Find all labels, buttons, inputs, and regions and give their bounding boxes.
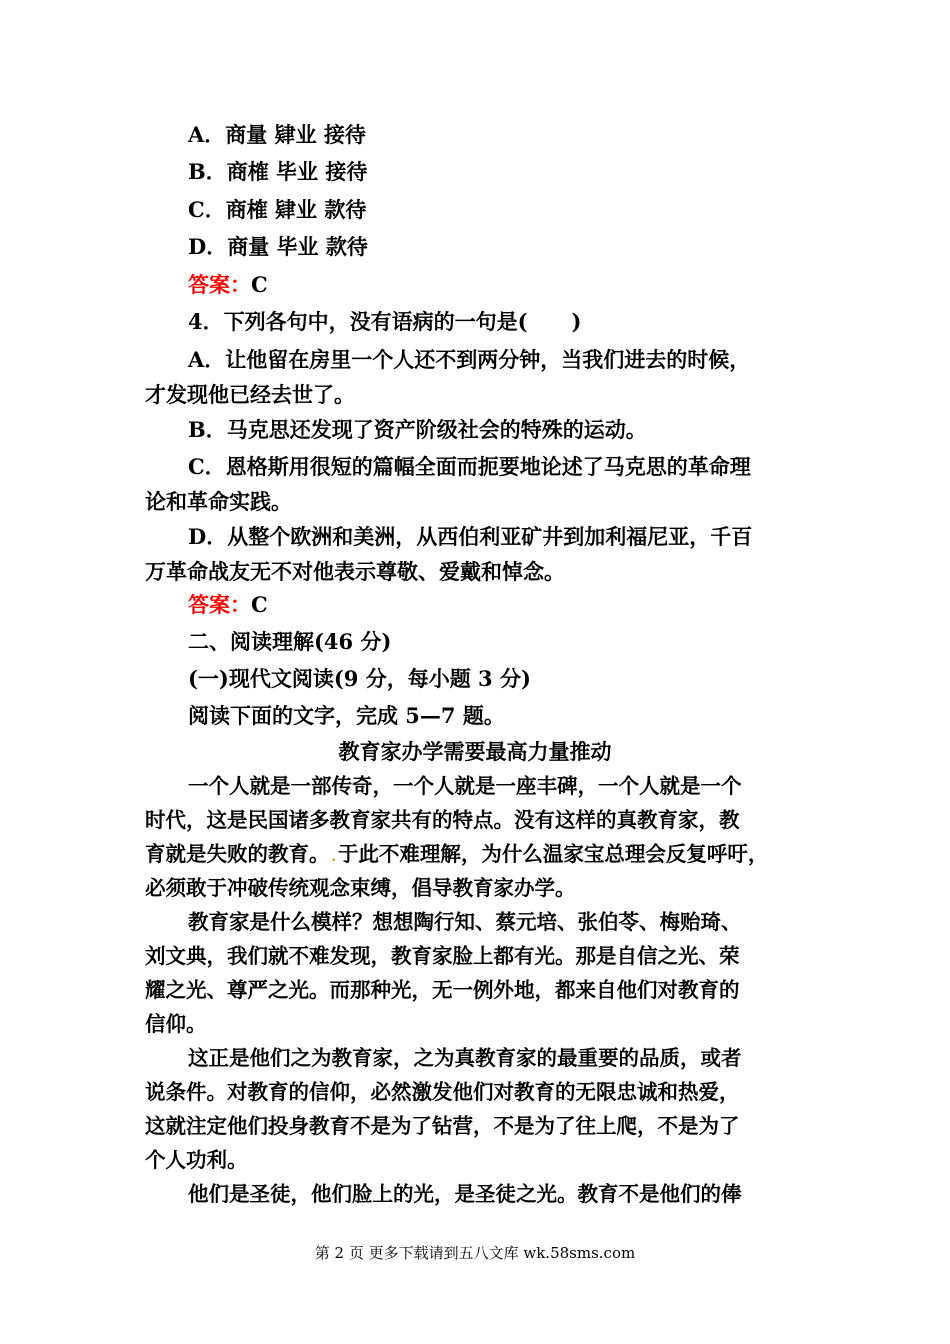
option-text: 商榷 毕业 接待 [226,159,368,184]
passage-line: 这正是他们之为教育家，之为真教育家的最重要的品质，或者 [188,1046,742,1070]
q4-stem-close: ) [571,309,582,334]
option-letter: D． [188,234,228,259]
option-text: 商量 肄业 接待 [225,122,366,147]
passage-line: 一个人就是一部传奇，一个人就是一座丰碑，一个人就是一个 [188,774,742,798]
passage-text: 于此不难理解，为什么温家宝总理会反复呼吁， [337,842,769,866]
q4-option-c-line1: C．恩格斯用很短的篇幅全面而扼要地论述了马克思的革命理 [188,454,751,479]
answer-value: C [251,592,268,617]
page-footer: 第 2 页 更多下载请到五八文库 wk.58sms.com [314,1244,636,1262]
passage-line: 教育家是什么模样？想想陶行知、蔡元培、张伯苓、梅贻琦、 [188,910,742,934]
passage-line: 刘文典，我们就不难发现，教育家脸上都有光。那是自信之光、荣 [145,944,740,968]
option-letter: A． [188,122,226,147]
option-text: 商量 毕业 款待 [227,234,368,259]
q4-option-b: B．马克思还发现了资产阶级社会的特殊的运动。 [188,417,647,442]
q4-option-a-line2: 才发现他已经去世了。 [145,382,355,407]
answer-value: C [251,272,268,297]
q3-option-a [188,120,366,150]
option-text: 商榷 肄业 款待 [225,197,367,222]
orange-dot-mark: . [329,849,338,865]
passage-line: 耀之光、尊严之光。而那种光，无一例外地，都来自他们对教育的 [145,978,740,1002]
passage-line [145,839,768,872]
q3-option-d [188,232,368,262]
passage-line: 信仰。 [145,1012,207,1036]
q4-answer [188,590,268,620]
passage-line: 他们是圣徒，他们脸上的光，是圣徒之光。教育不是他们的俸 [188,1182,742,1206]
q4-option-a-line1: A．让他留在房里一个人还不到两分钟，当我们进去的时候， [188,347,751,372]
q3-answer [188,270,268,300]
q3-option-b [188,157,367,187]
passage-title: 教育家办学需要最高力量推动 [338,739,612,764]
option-letter: B． [188,159,227,184]
q4-option-d-line2: 万革命战友无不对他表示尊敬、爱戴和悼念。 [145,559,565,584]
option-letter: C． [188,197,226,222]
passage-line: 个人功利。 [145,1148,248,1172]
q4-stem-text: 4．下列各句中，没有语病的一句是( [188,309,528,334]
passage-text: 育就是失败的教育。 [145,842,330,866]
passage-line: 时代，这是民国诸多教育家共有的特点。没有这样的真教育家，教 [145,808,740,832]
q4-option-c-line2: 论和革命实践。 [145,489,292,514]
section-heading: 二、阅读理解(46 分) [188,629,392,654]
passage-line: 说条件。对教育的信仰，必然激发他们对教育的无限忠诚和热爱， [145,1080,740,1104]
answer-label: 答案： [188,272,251,297]
passage-line: 这就注定他们投身教育不是为了钻营，不是为了往上爬，不是为了 [145,1114,740,1138]
section-subheading: (一)现代文阅读(9 分，每小题 3 分) [188,666,531,691]
answer-label: 答案： [188,592,251,617]
q4-stem [188,307,581,337]
passage-line: 必须敢于冲破传统观念束缚，倡导教育家办学。 [145,876,576,900]
reading-instruction: 阅读下面的文字，完成 5—7 题。 [188,703,505,728]
q4-option-d-line1: D．从整个欧洲和美洲，从西伯利亚矿井到加利福尼亚，千百 [188,524,753,549]
q3-option-c [188,195,366,225]
